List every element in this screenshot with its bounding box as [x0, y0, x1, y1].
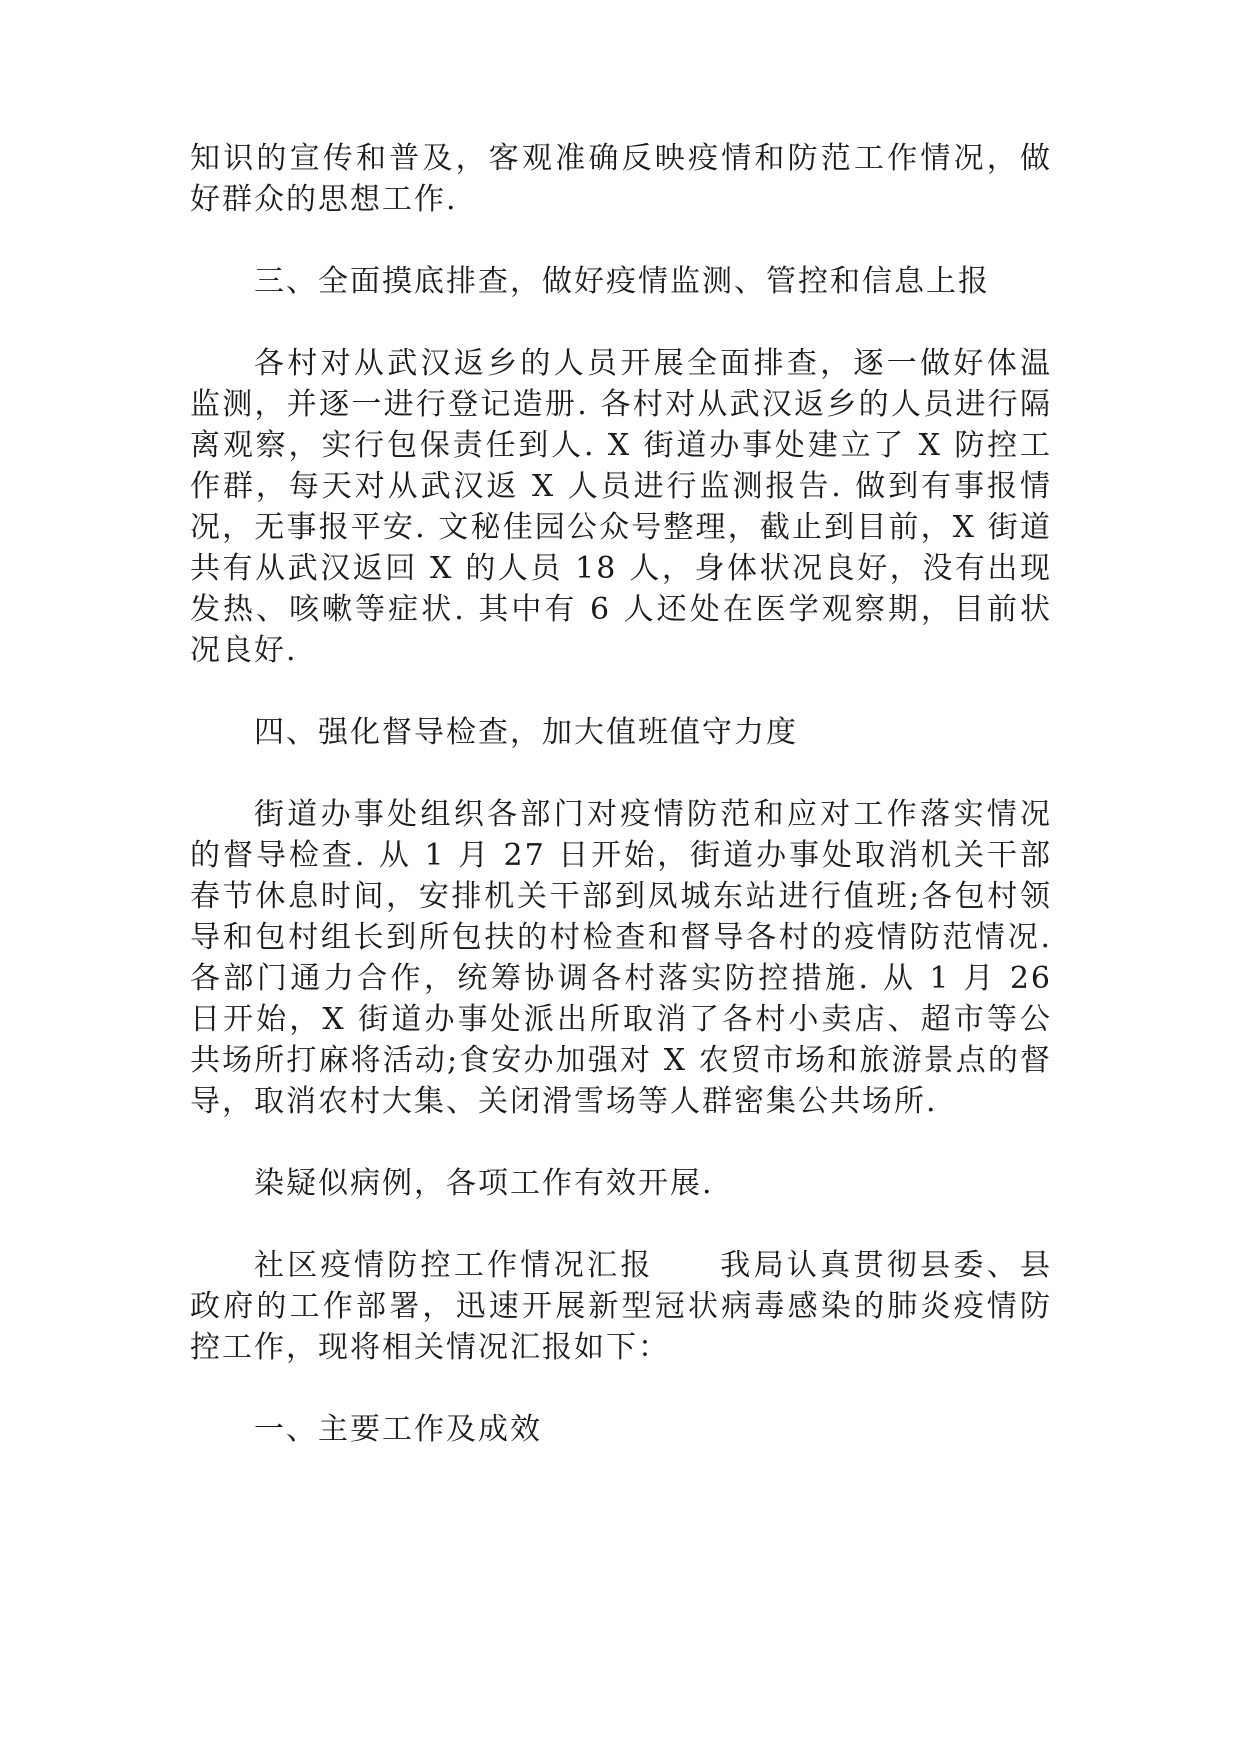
- paragraph-continuation: 知识的宣传和普及，客观准确反映疫情和防范工作情况，做好群众的思想工作.: [190, 141, 1052, 217]
- paragraph-report-intro: 社区疫情防控工作情况汇报 我局认真贯彻县委、县政府的工作部署，迅速开展新型冠状病毒感染的肺炎疫情防控工作，现将相关情况汇报如下：: [190, 1248, 1052, 1365]
- paragraph-screening: 各村对从武汉返乡的人员开展全面排查，逐一做好体温监测，并逐一进行登记造册. 各村对从武汉返乡的人员进行隔离观察，实行包保责任到人. X 街道办事处建立了 X 防控工作群，每天对从武汉返 X 人员进行监测报告. 做到有事报情况，无事报平安. 文秘佳园公众号整理，截止到目前，X 街道共有从武汉返回 X 的人员 18 人，身体状况良好，没有出现发热、咳嗽等症状. 其中有 6 人还处在医学观察期，目前状况良好.: [190, 346, 1052, 668]
- section-heading-3: 三、全面摸底排查，做好疫情监测、管控和信息上报: [254, 264, 990, 299]
- paragraph-inspection: 街道办事处组织各部门对疫情防范和应对工作落实情况的督导检查. 从 1 月 27 日开始，街道办事处取消机关干部春节休息时间，安排机关干部到凤城东站进行值班;各包村领导和包村组长到所包扶的村检查和督导各村的疫情防范情况. 各部门通力合作，统筹协调各村落实防控措施. 从 1 月 26 日开始，X 街道办事处派出所取消了各村小卖店、超市等公共场所打麻将活动;食安办加强对 X 农贸市场和旅游景点的督导，取消农村大集、关闭滑雪场等人群密集公共场所.: [190, 797, 1064, 1119]
- section-heading-4: 四、强化督导检查，加大值班值守力度: [254, 715, 798, 750]
- document-body: [190, 138, 1064, 1491]
- paragraph-suspected-cases: 染疑似病例，各项工作有效开展.: [254, 1166, 714, 1201]
- section-heading-1: 一、主要工作及成效: [254, 1412, 542, 1447]
